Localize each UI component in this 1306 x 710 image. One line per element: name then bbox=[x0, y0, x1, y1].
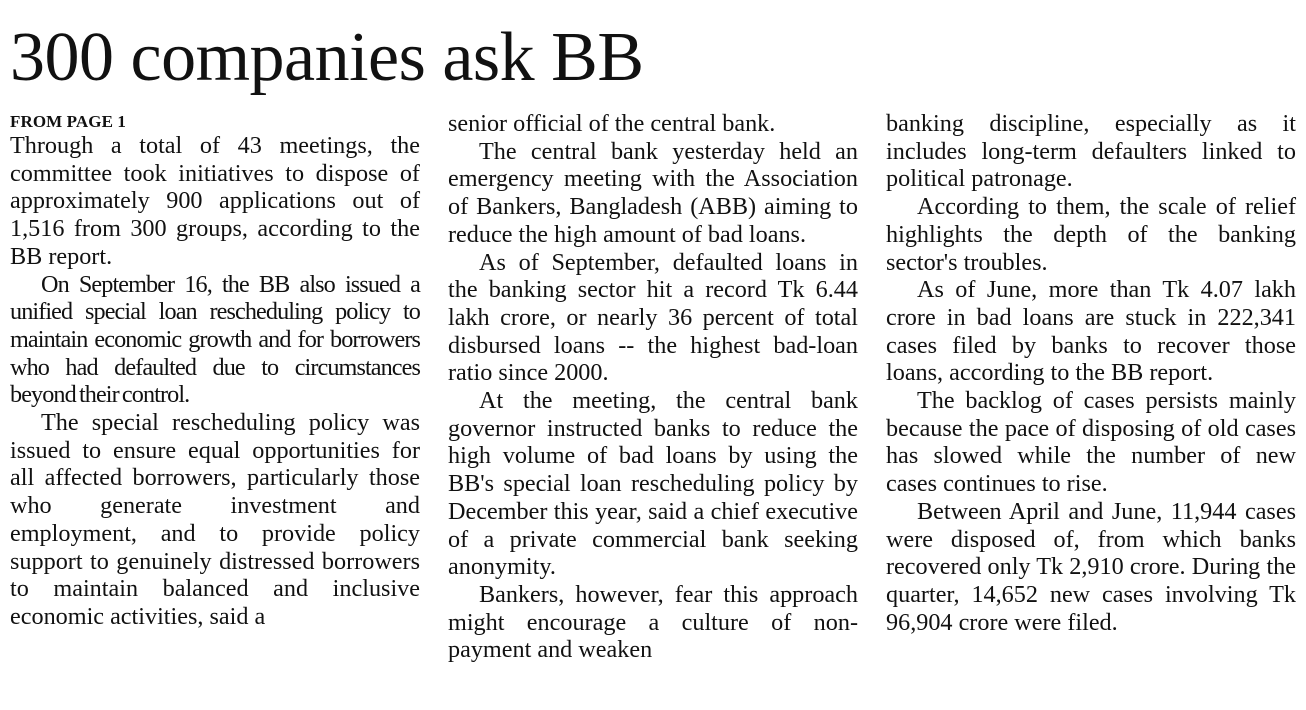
paragraph: As of June, more than Tk 4.07 lakh crore in bad loans are stuck in 222,341 cases filed by banks to recover those loans, according to the BB report. bbox=[886, 276, 1296, 387]
paragraph: banking discipline, especially as it includes long-term defaulters linked to political patronage. bbox=[886, 110, 1296, 193]
paragraph: The special rescheduling policy was issued to ensure equal opportunities for all affected borrowers, particularly those who generate investment and employment, and to provide policy support to genuinely distressed borrowers to maintain balanced and inclusive economic activities, said a bbox=[10, 409, 420, 630]
article-column-1 bbox=[10, 110, 420, 631]
headline: 300 companies ask BB bbox=[10, 19, 644, 96]
article-column-2 bbox=[448, 110, 858, 664]
dateline: FROM PAGE 1 bbox=[10, 112, 126, 131]
paragraph: Between April and June, 11,944 cases were disposed of, from which banks recovered only Tk 2,910 crore. During the quarter, 14,652 new cases involving Tk 96,904 crore were filed. bbox=[886, 497, 1296, 636]
paragraph: On September 16, the BB also issued a unified special loan rescheduling policy to maintain economic growth and for borrowers who had defaulted due to circumstances beyond their control. bbox=[10, 270, 420, 409]
article-column-3 bbox=[886, 110, 1296, 636]
paragraph: According to them, the scale of relief highlights the depth of the banking sector's troubles. bbox=[886, 193, 1296, 276]
paragraph: Through a total of 43 meetings, the committee took initiatives to dispose of approximately 900 applications out of 1,516 from 300 groups, according to the BB report. bbox=[10, 132, 420, 270]
paragraph: The central bank yesterday held an emergency meeting with the Association of Bankers, Bangladesh (ABB) aiming to reduce the high amount of bad loans. bbox=[448, 137, 858, 248]
paragraph: Bankers, however, fear this approach might encourage a culture of non-payment and weaken bbox=[448, 580, 858, 664]
paragraph: The backlog of cases persists mainly because the pace of disposing of old cases has slowed while the number of new cases continues to rise. bbox=[886, 387, 1296, 498]
paragraph: As of September, defaulted loans in the banking sector hit a record Tk 6.44 lakh crore, or nearly 36 percent of total disbursed loans -- the highest bad-loan ratio since 2000. bbox=[448, 248, 858, 387]
paragraph: senior official of the central bank. bbox=[448, 110, 776, 137]
paragraph: At the meeting, the central bank governor instructed banks to reduce the high volume of bad loans by using the BB's special loan rescheduling policy by December this year, said a chief executive of a private commercial bank seeking anonymity. bbox=[448, 387, 858, 581]
